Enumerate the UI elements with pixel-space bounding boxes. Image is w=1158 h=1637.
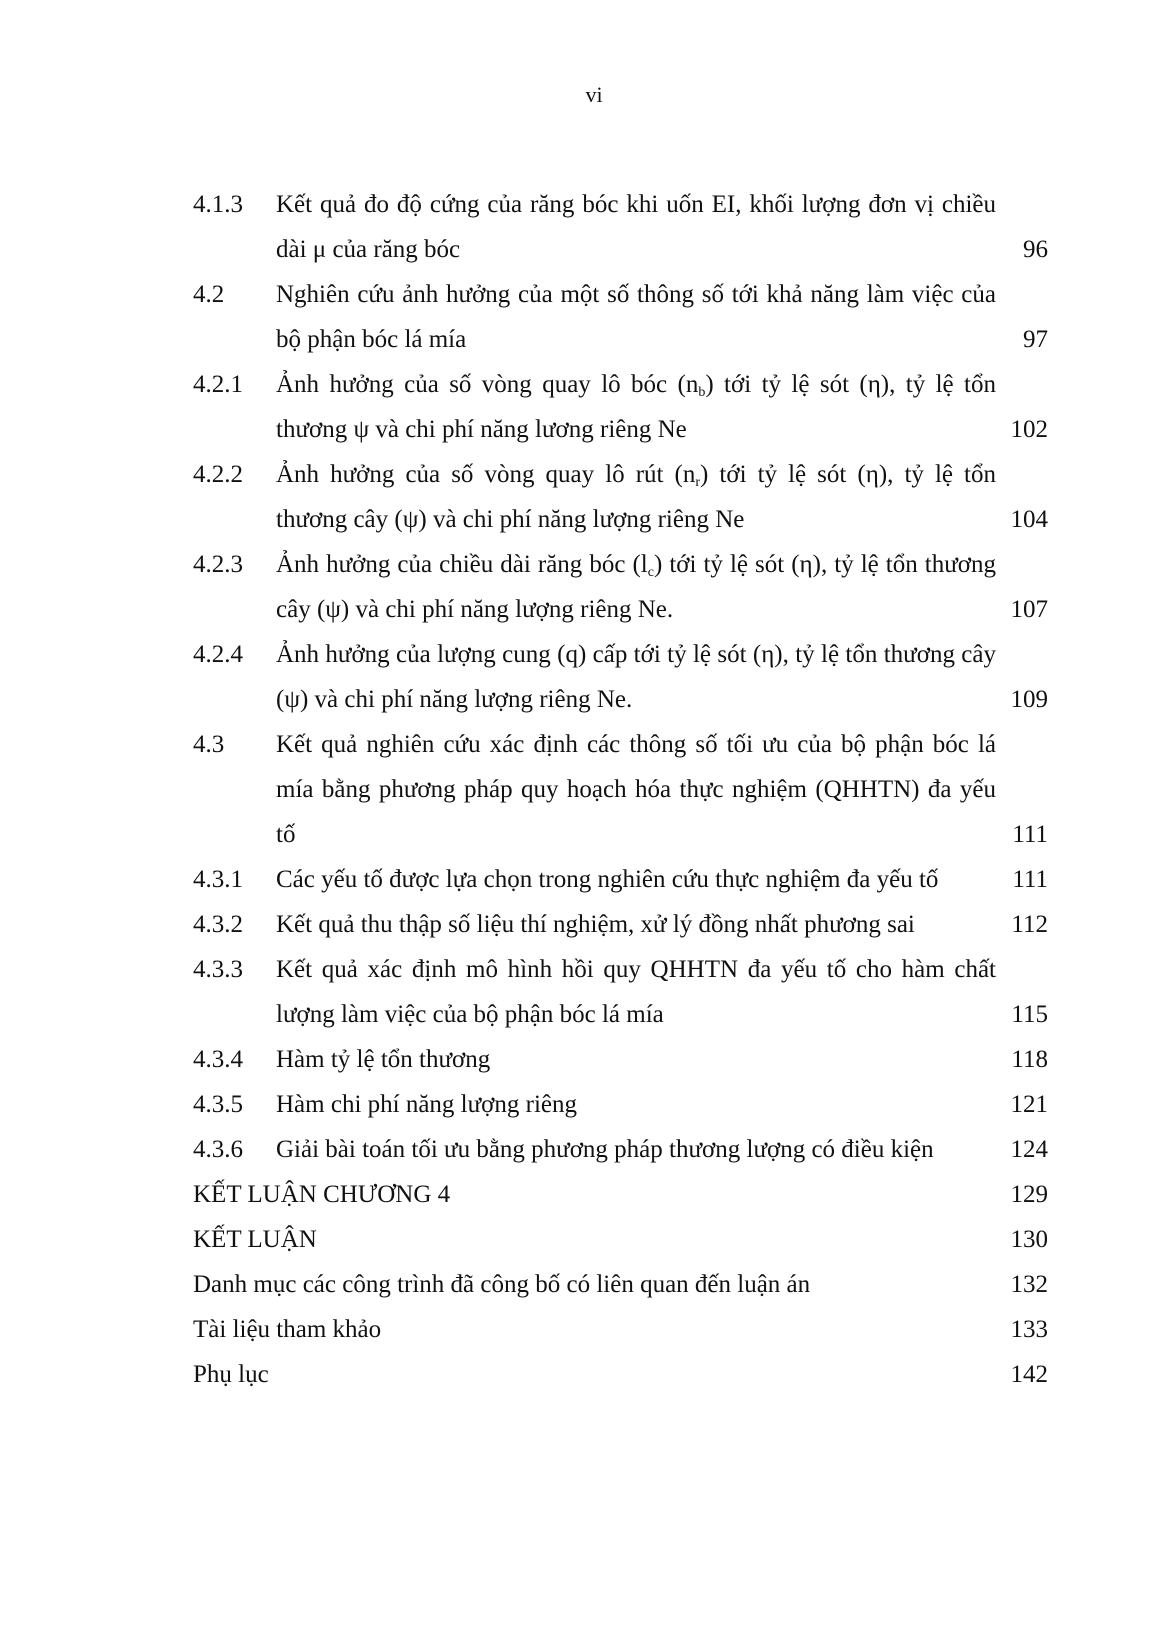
toc-entry-number: 4.3 xyxy=(193,731,225,758)
toc-entry-title xyxy=(276,182,996,272)
title-text: Ảnh hưởng của chiều dài răng bóc (l xyxy=(276,551,648,578)
title-text: KẾT LUẬN CHƯƠNG 4 xyxy=(193,1181,451,1208)
title-text: ) tới tỷ lệ sót (η), tỷ lệ tổn thương cây (ψ) và chi phí năng lượng riêng Ne xyxy=(276,461,996,533)
toc-entry-page: 112 xyxy=(1011,911,1048,938)
toc-entry[interactable] xyxy=(193,1082,1048,1127)
toc-entry-page: 109 xyxy=(1010,686,1048,713)
toc-entry-page: 104 xyxy=(1010,506,1048,533)
title-text: KẾT LUẬN xyxy=(193,1226,317,1253)
toc-entry-title xyxy=(276,452,996,542)
title-text: Ảnh hưởng của số vòng quay lô rút (n xyxy=(276,461,696,488)
title-text: Danh mục các công trình đã công bố có liên quan đến luận án xyxy=(193,1271,811,1298)
toc-entry[interactable] xyxy=(193,632,1048,722)
title-text: Kết quả xác định mô hình hồi quy QHHTN đa yếu tố cho hàm chất lượng làm việc của bộ phận bóc lá mía xyxy=(276,956,996,1028)
toc-entry[interactable] xyxy=(193,452,1048,542)
toc-entry-title xyxy=(276,947,996,1037)
toc-entry[interactable] xyxy=(193,1307,1048,1352)
table-of-contents xyxy=(193,182,1048,1397)
toc-entry[interactable] xyxy=(193,1127,1048,1172)
toc-entry-title xyxy=(193,1172,996,1217)
toc-entry-number: 4.1.3 xyxy=(193,191,243,218)
toc-entry-number: 4.2.1 xyxy=(193,371,243,398)
toc-entry-number: 4.3.4 xyxy=(193,1046,243,1073)
toc-entry-title xyxy=(193,1307,996,1352)
toc-entry[interactable] xyxy=(193,857,1048,902)
toc-entry-number: 4.2.3 xyxy=(193,551,243,578)
toc-entry[interactable] xyxy=(193,1217,1048,1262)
toc-entry-number: 4.2.4 xyxy=(193,641,243,668)
title-text: Kết quả đo độ cứng của răng bóc khi uốn EI, khối lượng đơn vị chiều dài μ của răng bóc xyxy=(276,191,996,263)
toc-entry-title xyxy=(276,1037,996,1082)
toc-entry-title xyxy=(276,902,996,947)
toc-entry-page: 130 xyxy=(1010,1226,1048,1253)
toc-entry-title xyxy=(276,857,996,902)
toc-entry-page: 111 xyxy=(1012,821,1048,848)
toc-entry-title xyxy=(276,272,996,362)
toc-entry-page: 96 xyxy=(1023,236,1048,263)
title-text: Phụ lục xyxy=(193,1361,269,1388)
toc-entry-page: 121 xyxy=(1010,1091,1048,1118)
toc-entry-title xyxy=(276,1127,996,1172)
toc-entry-title xyxy=(276,632,996,722)
toc-entry-page: 102 xyxy=(1010,416,1048,443)
subscript-text: b xyxy=(698,385,706,400)
toc-entry-page: 118 xyxy=(1011,1046,1048,1073)
toc-entry[interactable] xyxy=(193,542,1048,632)
toc-entry-number: 4.3.6 xyxy=(193,1136,243,1163)
title-text: Giải bài toán tối ưu bằng phương pháp thương lượng có điều kiện xyxy=(276,1136,934,1163)
title-text: Nghiên cứu ảnh hưởng của một số thông số tới khả năng làm việc của bộ phận bóc lá mía xyxy=(276,281,996,353)
toc-entry-number: 4.3.3 xyxy=(193,956,243,983)
toc-entry-page: 132 xyxy=(1010,1271,1048,1298)
toc-entry-page: 129 xyxy=(1010,1181,1048,1208)
toc-entry-page: 107 xyxy=(1010,596,1048,623)
page-number: vi xyxy=(585,82,603,107)
toc-entry-page: 115 xyxy=(1011,1001,1048,1028)
toc-entry[interactable] xyxy=(193,182,1048,272)
toc-entry[interactable] xyxy=(193,1172,1048,1217)
toc-entry-title xyxy=(193,1262,996,1307)
toc-entry[interactable] xyxy=(193,1037,1048,1082)
toc-entry-title xyxy=(276,362,996,452)
title-text: Hàm tỷ lệ tổn thương xyxy=(276,1046,491,1073)
toc-entry[interactable] xyxy=(193,1352,1048,1397)
toc-entry-page: 133 xyxy=(1010,1316,1048,1343)
toc-entry[interactable] xyxy=(193,362,1048,452)
toc-entry-page: 142 xyxy=(1010,1361,1048,1388)
toc-entry[interactable] xyxy=(193,947,1048,1037)
toc-entry-number: 4.2.2 xyxy=(193,461,243,488)
toc-entry[interactable] xyxy=(193,902,1048,947)
toc-entry[interactable] xyxy=(193,1262,1048,1307)
toc-entry-title xyxy=(276,722,996,857)
toc-entry-page: 111 xyxy=(1012,866,1048,893)
title-text: Hàm chi phí năng lượng riêng xyxy=(276,1091,578,1118)
title-text: Kết quả nghiên cứu xác định các thông số tối ưu của bộ phận bóc lá mía bằng phương pháp quy hoạch hóa thực nghiệm (QHHTN) đa yếu tố xyxy=(276,731,996,848)
title-text: Tài liệu tham khảo xyxy=(193,1316,382,1343)
toc-entry[interactable] xyxy=(193,272,1048,362)
toc-entry-number: 4.2 xyxy=(193,281,225,308)
toc-entry-number: 4.3.1 xyxy=(193,866,243,893)
toc-entry-title xyxy=(276,1082,996,1127)
title-text: Ảnh hưởng của lượng cung (q) cấp tới tỷ lệ sót (η), tỷ lệ tổn thương cây (ψ) và chi phí năng lượng riêng Ne. xyxy=(276,641,996,713)
title-text: ) tới tỷ lệ sót (η), tỷ lệ tổn thương cây (ψ) và chi phí năng lượng riêng Ne. xyxy=(276,551,996,623)
toc-entry[interactable] xyxy=(193,722,1048,857)
subscript-text: c xyxy=(647,565,654,580)
toc-entry-page: 97 xyxy=(1023,326,1048,353)
title-text: Ảnh hưởng của số vòng quay lô bóc (n xyxy=(276,371,699,398)
title-text: Các yếu tố được lựa chọn trong nghiên cứu thực nghiệm đa yếu tố xyxy=(276,866,939,893)
toc-entry-page: 124 xyxy=(1010,1136,1048,1163)
toc-entry-title xyxy=(193,1217,996,1262)
toc-entry-number: 4.3.2 xyxy=(193,911,243,938)
toc-entry-number: 4.3.5 xyxy=(193,1091,243,1118)
toc-entry-title xyxy=(193,1352,996,1397)
title-text: Kết quả thu thập số liệu thí nghiệm, xử lý đồng nhất phương sai xyxy=(276,911,915,938)
subscript-text: r xyxy=(695,475,701,490)
toc-entry-title xyxy=(276,542,996,632)
title-text: ) tới tỷ lệ sót (η), tỷ lệ tổn thương ψ và chi phí năng lương riêng Ne xyxy=(276,371,996,443)
